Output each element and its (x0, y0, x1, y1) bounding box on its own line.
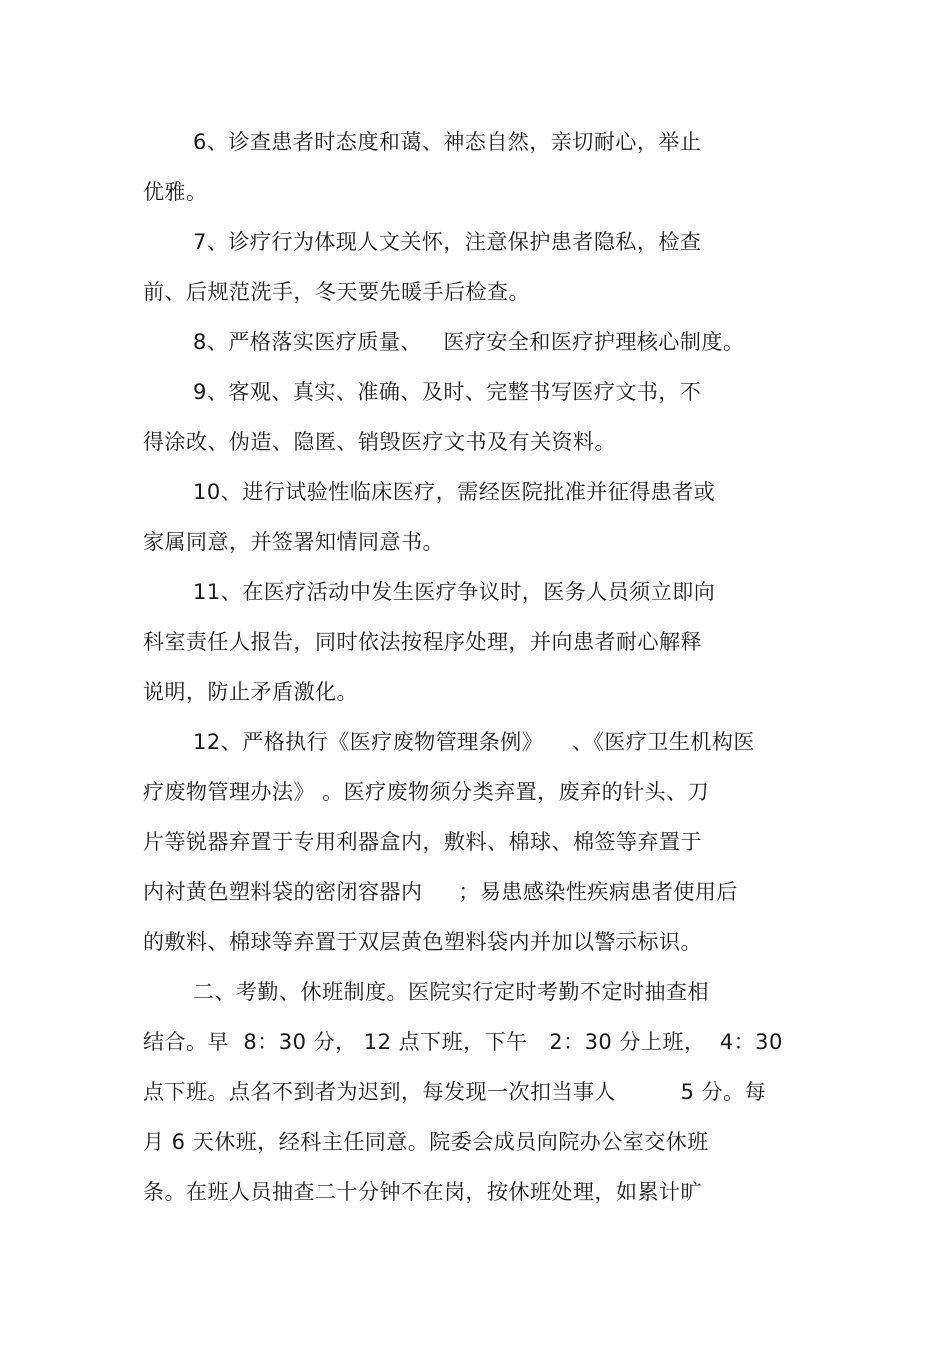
paragraph-9-line-1: 9、客观、真实、准确、及时、完整书写医疗文书，不 (193, 380, 702, 404)
paragraph-7-line-2: 前、后规范洗手，冬天要先暖手后检查。 (143, 280, 530, 304)
paragraph-12-line-2: 疗废物管理办法》 。医疗废物须分类弃置，废弃的针头、刀 (143, 780, 710, 804)
paragraph-9-line-2: 得涂改、伪造、隐匿、销毁医疗文书及有关资料。 (143, 430, 616, 454)
section-2-line-3: 点下班。点名不到者为迟到，每发现一次扣当事人 5 分。每 (143, 1080, 767, 1104)
section-2-line-2: 结合。早 8：30 分， 12 点下班，下午 2：30 分上班， 4：30 (143, 1030, 783, 1054)
paragraph-6-line-1: 6、诊查患者时态度和蔼、神态自然，亲切耐心，举止 (193, 130, 702, 154)
paragraph-8-line-1: 8、严格落实医疗质量、 医疗安全和医疗护理核心制度。 (193, 330, 745, 354)
paragraph-12-line-1: 12、严格执行《医疗废物管理条例》 、《医疗卫生机构医 (193, 730, 755, 754)
section-2-line-1: 二、考勤、休班制度。医院实行定时考勤不定时抽查相 (193, 980, 709, 1004)
paragraph-11-line-2: 科室责任人报告，同时依法按程序处理，并向患者耐心解释 (143, 630, 702, 654)
paragraph-12-line-4: 内衬黄色塑料袋的密闭容器内 ；易患感染性疾病患者使用后 (143, 880, 738, 904)
paragraph-11-line-1: 11、在医疗活动中发生医疗争议时，医务人员须立即向 (193, 580, 716, 604)
section-2-line-5: 条。在班人员抽查二十分钟不在岗，按休班处理，如累计旷 (143, 1180, 702, 1204)
paragraph-6-line-2: 优雅。 (143, 180, 208, 204)
paragraph-12-line-3: 片等锐器弃置于专用利器盒内，敷料、棉球、棉签等弃置于 (143, 830, 702, 854)
paragraph-11-line-3: 说明，防止矛盾激化。 (143, 680, 358, 704)
section-2-line-4: 月 6 天休班，经科主任同意。院委会成员向院办公室交休班 (143, 1130, 709, 1154)
paragraph-12-line-5: 的敷料、棉球等弃置于双层黄色塑料袋内并加以警示标识。 (143, 930, 702, 954)
paragraph-10-line-1: 10、进行试验性临床医疗，需经医院批准并征得患者或 (193, 480, 716, 504)
paragraph-7-line-1: 7、诊疗行为体现人文关怀，注意保护患者隐私，检查 (193, 230, 702, 254)
paragraph-10-line-2: 家属同意，并签署知情同意书。 (143, 530, 444, 554)
